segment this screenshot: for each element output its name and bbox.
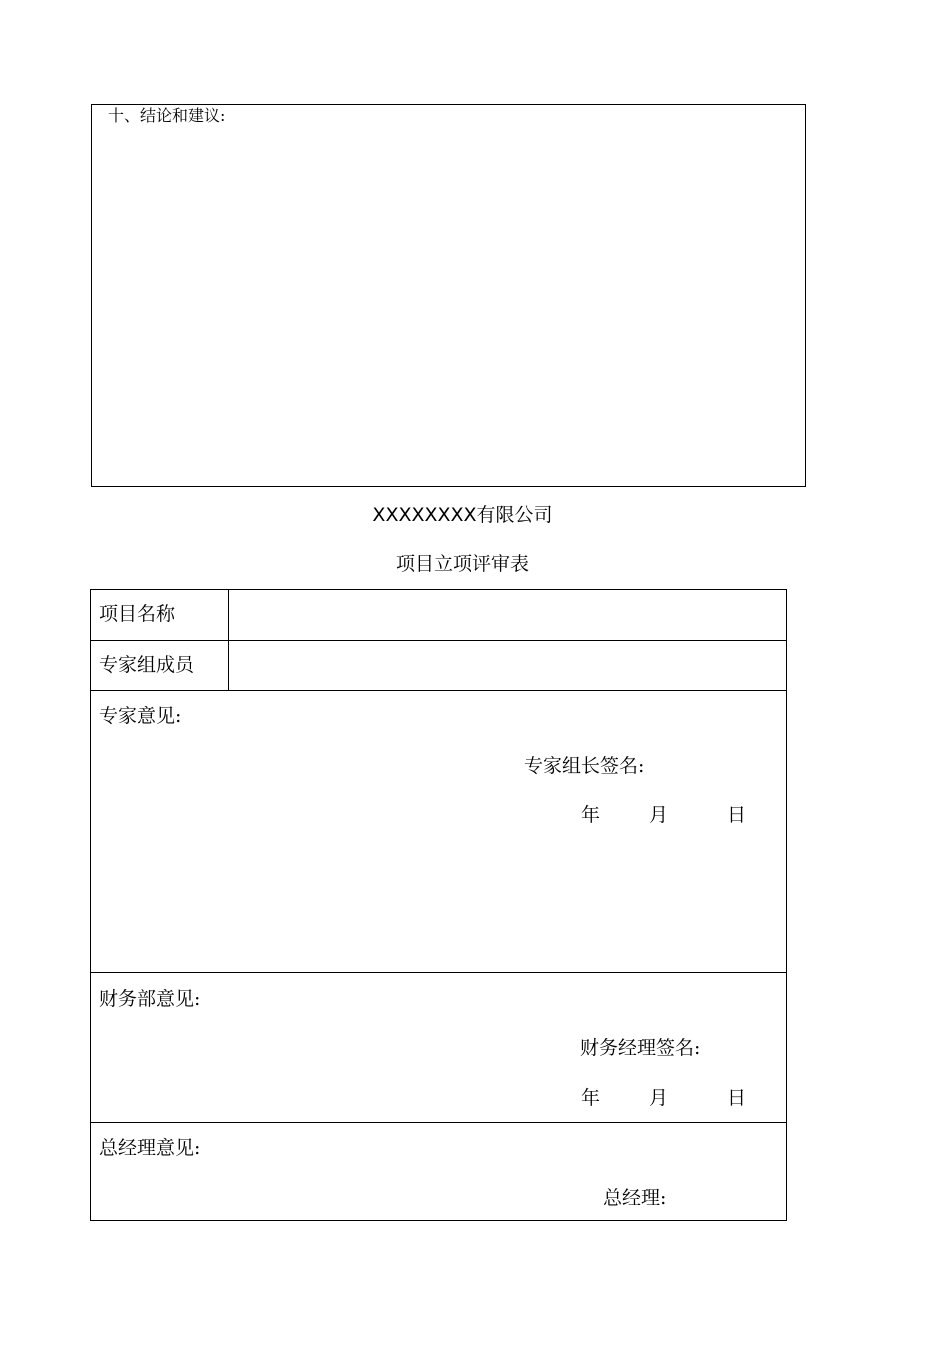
experts-row [91,640,786,690]
expert-date-year: 年 [581,804,601,826]
column-divider [228,590,229,640]
project-review-table [90,589,787,1221]
project-name-label: 项目名称 [99,603,176,625]
experts-label: 专家组成员 [99,654,195,676]
finance-signature-label: 财务经理签名: [580,1037,701,1059]
expert-date-month: 月 [649,804,669,826]
expert-opinion-row [91,690,786,972]
finance-date-month: 月 [649,1087,669,1109]
project-name-row [91,590,786,640]
finance-opinion-row [91,972,786,1122]
column-divider [228,641,229,690]
form-title: 项目立项评审表 [395,553,529,575]
conclusion-label: 十、结论和建议: [108,106,226,125]
gm-opinion-label: 总经理意见: [99,1137,201,1159]
gm-opinion-row [91,1122,786,1220]
finance-date-year: 年 [581,1087,601,1109]
expert-date-day: 日 [727,804,747,826]
company-name: XXXXXXXX有限公司 [372,504,553,526]
expert-signature-label: 专家组长签名: [524,755,645,777]
gm-signature-label: 总经理: [603,1187,667,1209]
expert-opinion-label: 专家意见: [99,705,182,727]
finance-date-day: 日 [727,1087,747,1109]
conclusion-section [91,104,806,487]
finance-opinion-label: 财务部意见: [99,988,201,1010]
